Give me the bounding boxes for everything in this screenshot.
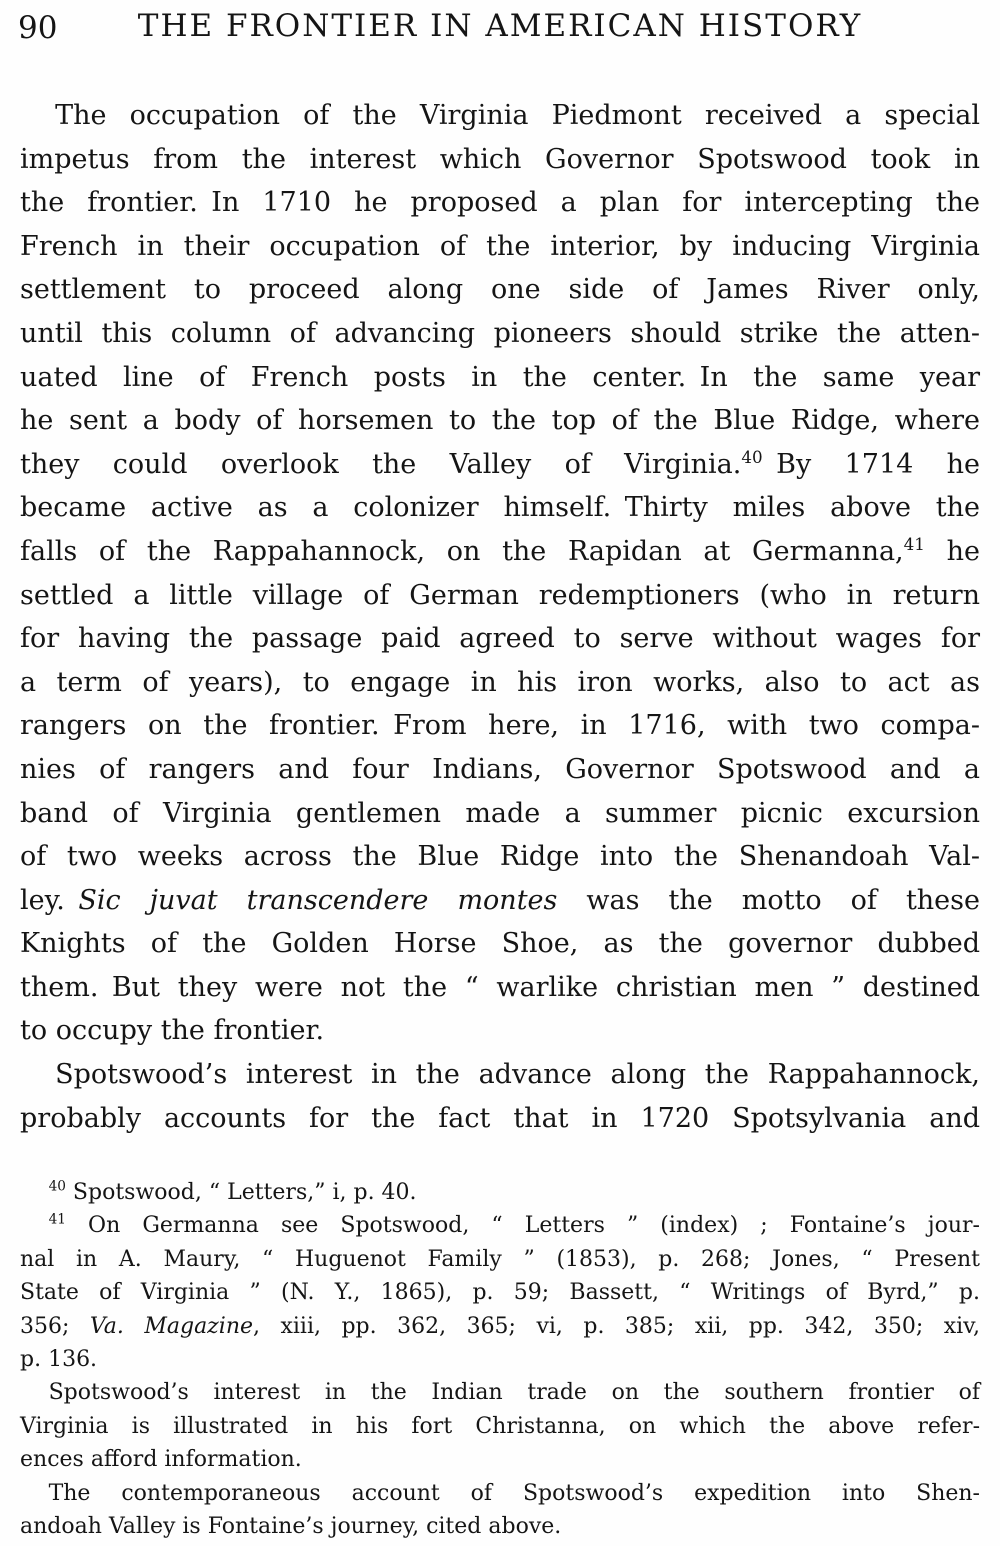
text-line xyxy=(20,704,980,748)
text-line xyxy=(20,1410,980,1443)
text-segment: became active as a colonizer himself. Thirty miles above the xyxy=(20,492,980,524)
text-line xyxy=(20,1510,980,1543)
text-line xyxy=(20,268,980,312)
footnote-marker: 40 xyxy=(741,446,763,467)
text-segment: band of Virginia gentlemen made a summer picnic excursion xyxy=(20,797,980,829)
text-line xyxy=(20,1053,980,1097)
text-line xyxy=(20,1443,980,1476)
text-segment: until this column of advancing pioneers should strike the atten- xyxy=(20,317,980,349)
text-line xyxy=(20,399,980,443)
text-line xyxy=(20,792,980,836)
text-line xyxy=(20,225,980,269)
text-line xyxy=(20,922,980,966)
text-segment: Knights of the Golden Horse Shoe, as the governor dubbed xyxy=(20,928,980,960)
text-line xyxy=(20,1209,980,1242)
text-segment: Spotswood’s interest in the Indian trade on the southern frontier of xyxy=(48,1380,980,1406)
text-segment: andoah Valley is Fontaine’s journey, cited above. xyxy=(20,1514,562,1540)
text-line xyxy=(20,1243,980,1276)
text-segment: French in their occupation of the interior, by inducing Virginia xyxy=(20,230,980,262)
text-segment: Va. Magazine xyxy=(89,1313,254,1339)
text-line xyxy=(20,748,980,792)
text-segment: Spotswood’s interest in the advance along the Rappahannock, xyxy=(55,1059,980,1091)
text-line xyxy=(20,138,980,182)
footnote-marker: 41 xyxy=(48,1212,66,1229)
text-line xyxy=(20,486,980,530)
text-segment: , xiii, pp. 362, 365; vi, p. 385; xii, pp. 342, 350; xiv, xyxy=(253,1313,980,1339)
text-line xyxy=(20,1009,980,1053)
text-segment: to occupy the frontier. xyxy=(20,1015,325,1047)
text-line xyxy=(20,1097,980,1141)
footnote-marker: 41 xyxy=(903,533,925,554)
text-segment: settled a little village of German redemptioners (who in return xyxy=(20,579,980,611)
text-segment: the frontier. In 1710 he proposed a plan for intercepting the xyxy=(20,187,980,219)
page-number: 90 xyxy=(18,10,58,46)
text-line xyxy=(20,530,980,574)
text-line xyxy=(20,1176,980,1209)
text-line xyxy=(20,879,980,923)
text-line xyxy=(20,443,980,487)
text-line xyxy=(20,181,980,225)
text-line xyxy=(20,574,980,618)
running-title: THE FRONTIER IN AMERICAN HISTORY xyxy=(137,8,863,44)
text-segment: The occupation of the Virginia Piedmont received a special xyxy=(55,100,980,131)
text-segment: he xyxy=(924,535,981,567)
text-line xyxy=(20,94,980,138)
text-segment: On Germanna see Spotswood, “ Letters ” (index) ; Fontaine’s jour- xyxy=(65,1213,980,1239)
footnote-marker: 40 xyxy=(48,1178,66,1195)
text-line xyxy=(20,1376,980,1409)
main-text xyxy=(20,94,980,1140)
footnotes xyxy=(20,1176,980,1543)
text-segment: falls of the Rappahannock, on the Rapidan at Germanna, xyxy=(20,535,904,567)
text-line xyxy=(20,1310,980,1343)
text-segment: The contemporaneous account of Spotswood’s expedition into Shen- xyxy=(48,1480,980,1506)
text-line xyxy=(20,1276,980,1309)
text-segment: probably accounts for the fact that in 1720 Spotsylvania and xyxy=(20,1102,980,1134)
text-segment: them. But they were not the “ warlike christian men ” destined xyxy=(20,971,980,1003)
text-segment: settlement to proceed along one side of James River only, xyxy=(20,274,980,306)
text-line xyxy=(20,1343,980,1376)
text-segment: for having the passage paid agreed to serve without wages for xyxy=(20,623,980,655)
text-segment: a term of years), to engage in his iron works, also to act as xyxy=(20,666,980,698)
text-line xyxy=(20,356,980,400)
text-line xyxy=(20,661,980,705)
text-segment: 356; xyxy=(20,1313,90,1339)
text-segment: Virginia is illustrated in his fort Christanna, on which the above refer- xyxy=(20,1413,980,1439)
text-segment: impetus from the interest which Governor Spotswood took in xyxy=(20,143,980,175)
text-segment: By 1714 he xyxy=(762,448,981,480)
running-header xyxy=(0,8,1000,52)
text-segment: Sic juvat transcendere montes xyxy=(78,884,558,916)
text-line xyxy=(20,966,980,1010)
text-line xyxy=(20,835,980,879)
text-segment: they could overlook the Valley of Virginia. xyxy=(20,448,742,480)
text-segment: nal in A. Maury, “ Huguenot Family ” (1853), p. 268; Jones, “ Present xyxy=(20,1246,980,1272)
text-segment: was the motto of these xyxy=(557,884,980,916)
text-segment: ences afford information. xyxy=(20,1447,302,1473)
text-segment: of two weeks across the Blue Ridge into the Shenandoah Val- xyxy=(20,841,980,873)
text-segment: he sent a body of horsemen to the top of the Blue Ridge, where xyxy=(20,405,980,437)
text-segment: ley. xyxy=(20,884,79,916)
text-segment: Spotswood, “ Letters,” i, p. 40. xyxy=(65,1180,417,1205)
text-segment: nies of rangers and four Indians, Governor Spotswood and a xyxy=(20,753,980,785)
text-line xyxy=(20,312,980,356)
text-segment: State of Virginia ” (N. Y., 1865), p. 59; Bassett, “ Writings of Byrd,” p. xyxy=(20,1280,980,1306)
text-line xyxy=(20,617,980,661)
text-segment: uated line of French posts in the center. In the same year xyxy=(20,361,980,393)
text-segment: p. 136. xyxy=(20,1347,98,1373)
text-line xyxy=(20,1477,980,1510)
text-segment: rangers on the frontier. From here, in 1716, with two compa- xyxy=(20,710,980,742)
